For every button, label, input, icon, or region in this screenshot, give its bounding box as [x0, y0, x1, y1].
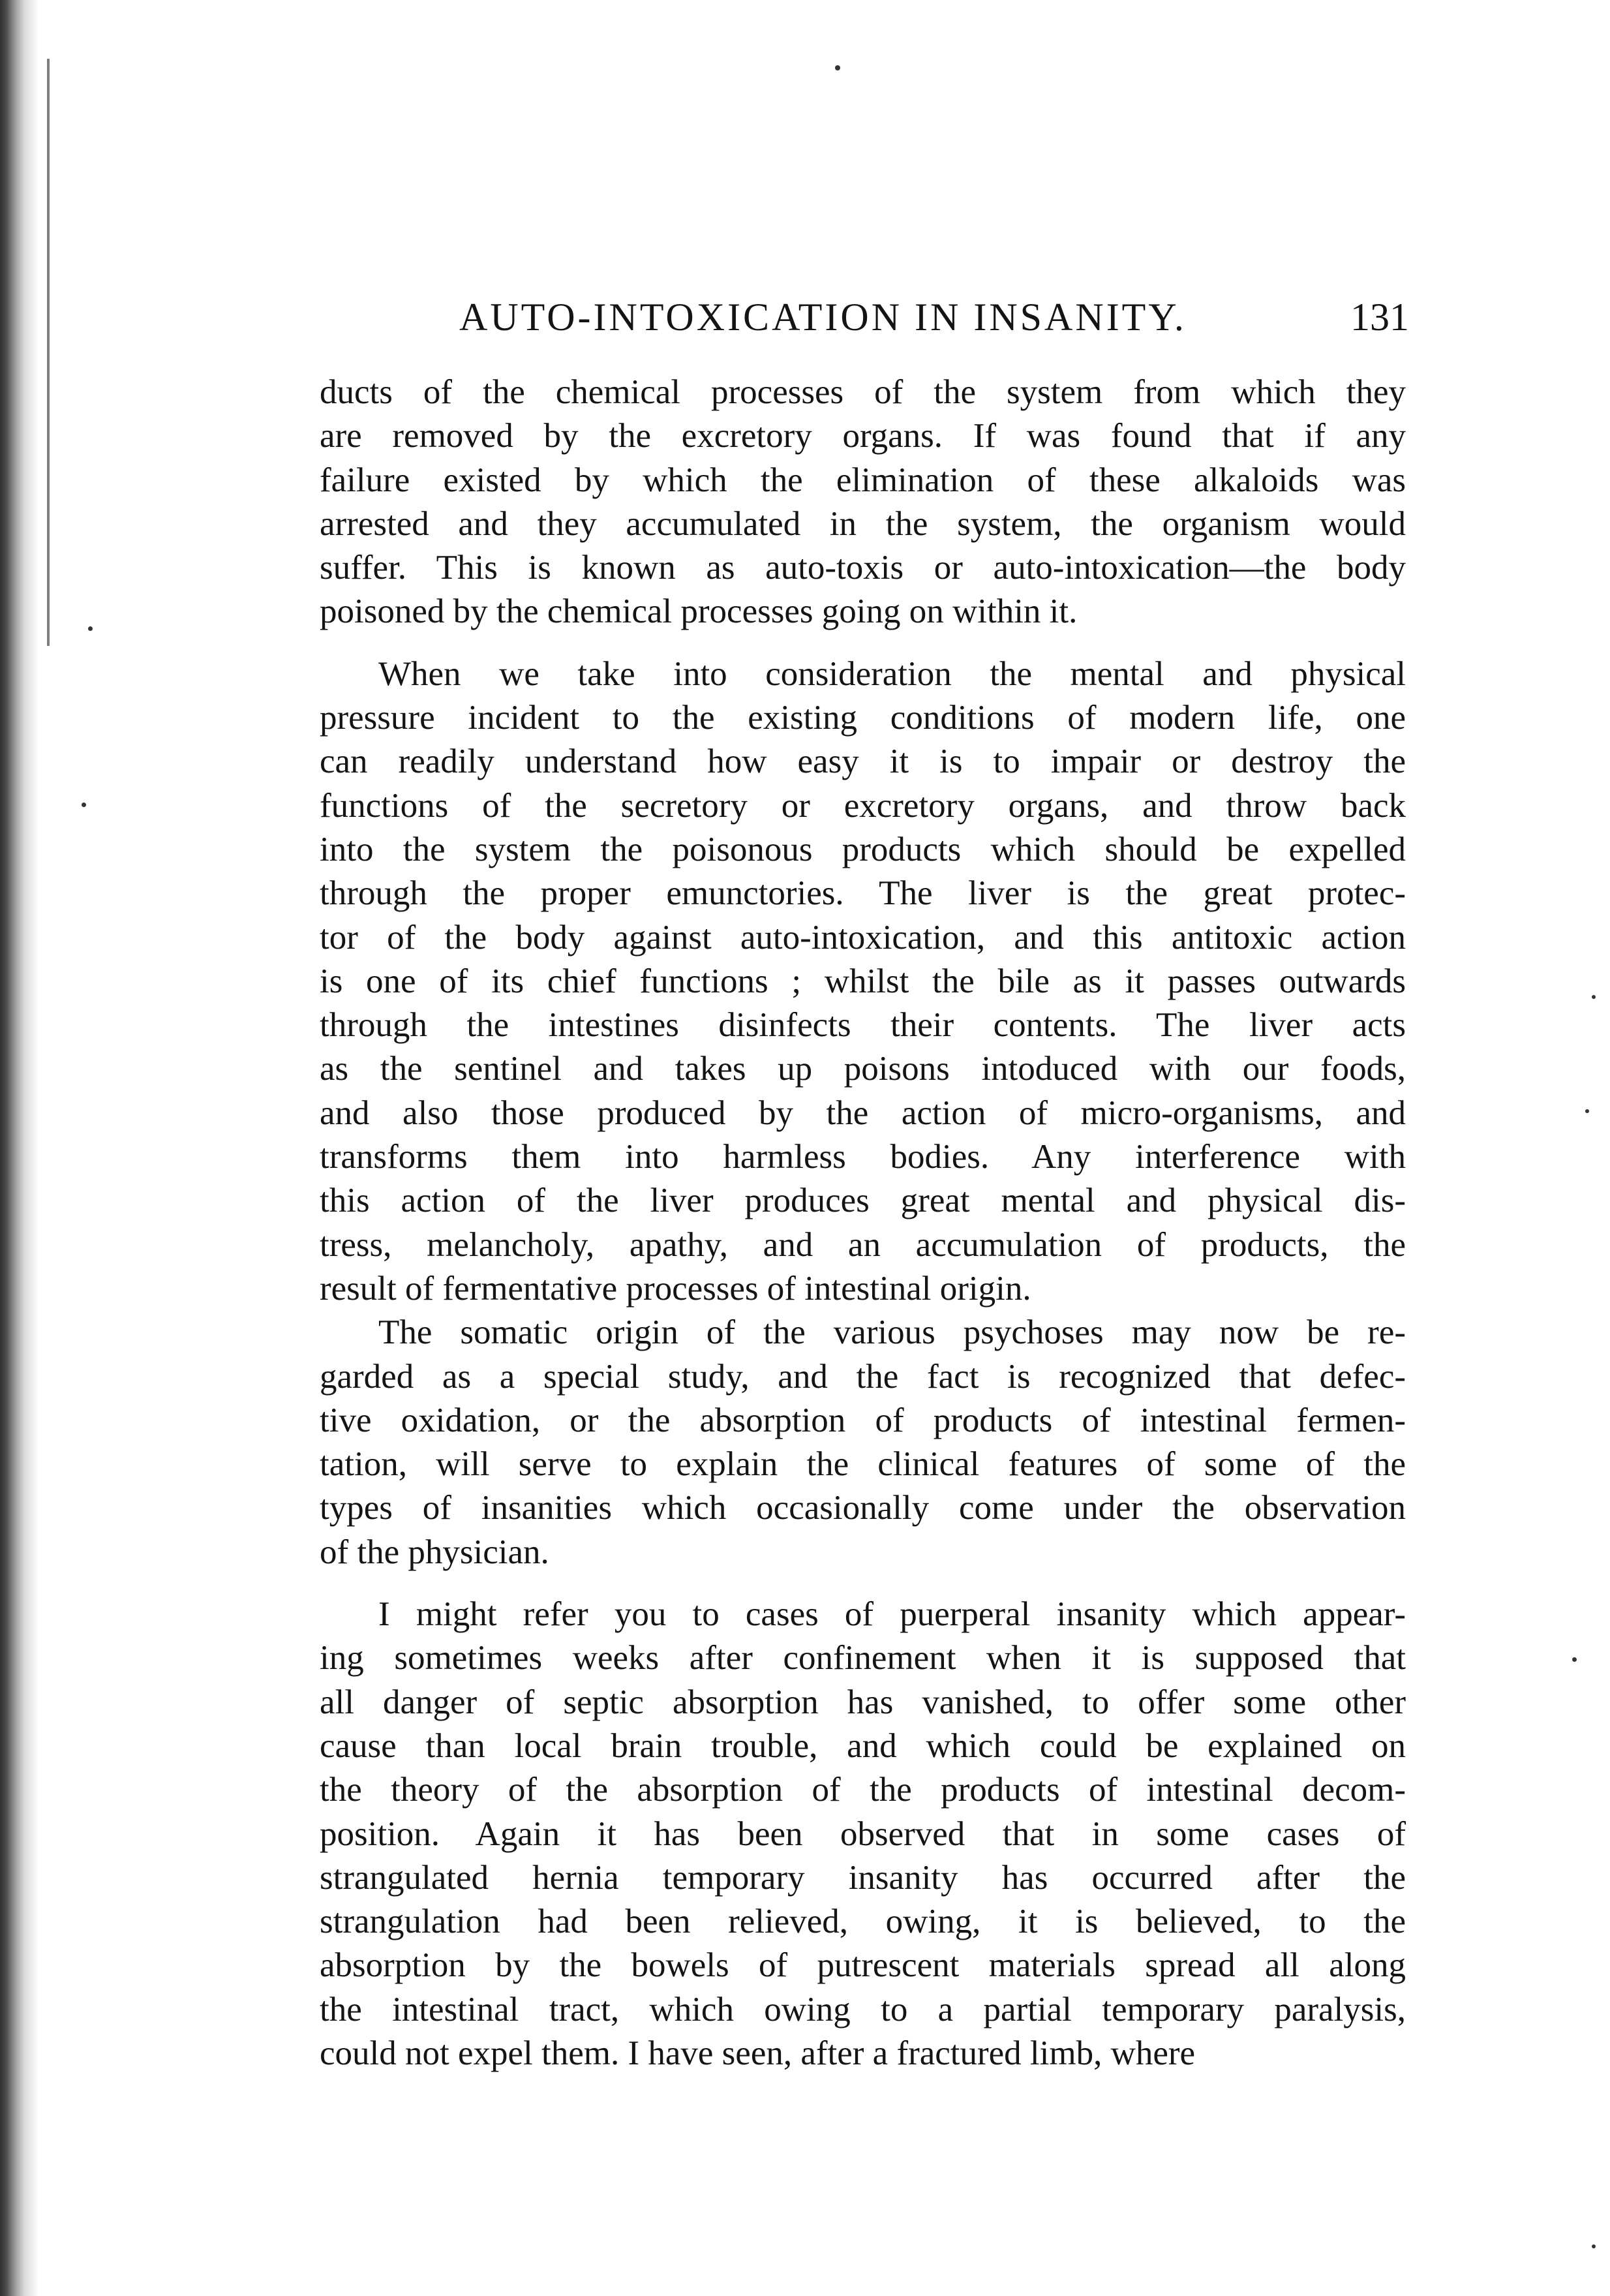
scan-speck — [88, 626, 93, 631]
text-line: could not expel them. I have seen, after a fractured limb, where — [320, 2034, 1196, 2072]
text-line: transforms them into harmless bodies. Any interference with — [320, 1138, 1406, 1176]
body-text — [320, 371, 1406, 2075]
text-line: are removed by the excretory organs. If was found that if any — [320, 417, 1406, 455]
text-line: position. Again it has been observed that in some cases of — [320, 1814, 1406, 1853]
text-line: ing sometimes weeks after confinement when it is supposed that — [320, 1639, 1406, 1677]
text-line: tor of the body against auto-intoxication, and this antitoxic action — [320, 918, 1406, 957]
text-line: I might refer you to cases of puerperal insanity which appear- — [378, 1595, 1406, 1634]
text-line: into the system the poisonous products which should be expelled — [320, 830, 1406, 868]
text-line: and also those produced by the action of micro-organisms, and — [320, 1094, 1406, 1132]
text-line: poisoned by the chemical processes going on within it. — [320, 592, 1078, 631]
text-line: types of insanities which occasionally come under the observation — [320, 1489, 1406, 1527]
paragraph-2 — [320, 652, 1406, 1311]
text-line: all danger of septic absorption has vanished, to offer some other — [320, 1683, 1406, 1721]
running-title: AUTO-INTOXICATION IN INSANITY. — [459, 296, 1187, 339]
text-line: failure existed by which the elimination of these alkaloids was — [320, 461, 1406, 499]
text-line: result of fermentative processes of intestinal origin. — [320, 1269, 1031, 1308]
scan-speck — [1592, 2244, 1596, 2248]
text-line: tation, will serve to explain the clinical features of some of the — [320, 1445, 1406, 1484]
text-line: arrested and they accumulated in the system, the organism would — [320, 504, 1406, 543]
text-line: of the physician. — [320, 1533, 549, 1571]
page-number: 131 — [1350, 296, 1409, 339]
text-line: is one of its chief functions ; whilst the bile as it passes outwards — [320, 962, 1406, 1000]
text-line: cause than local brain trouble, and which could be explained on — [320, 1726, 1406, 1765]
text-line: functions of the secretory or excretory organs, and throw back — [320, 786, 1406, 825]
paragraph-4 — [320, 1593, 1406, 2075]
scan-speck — [1592, 995, 1596, 999]
paragraph-1 — [320, 371, 1406, 634]
text-line: this action of the liver produces great mental and physical dis- — [320, 1182, 1406, 1220]
text-line: the theory of the absorption of the products of intestinal decom- — [320, 1771, 1406, 1809]
text-line: When we take into consideration the mental and physical — [378, 654, 1406, 693]
text-line: strangulated hernia temporary insanity has occurred after the — [320, 1858, 1406, 1897]
text-line: through the proper emunctories. The liver is the great protec- — [320, 874, 1406, 913]
text-line: pressure incident to the existing conditions of modern life, one — [320, 699, 1406, 737]
text-line: as the sentinel and takes up poisons intoduced with our foods, — [320, 1050, 1406, 1088]
text-line: garded as a special study, and the fact is recognized that defec- — [320, 1357, 1406, 1396]
scan-speck — [835, 65, 840, 70]
scan-speck — [1572, 1657, 1577, 1662]
text-line: strangulation had been relieved, owing, it is believed, to the — [320, 1903, 1406, 1941]
paragraph-3 — [320, 1311, 1406, 1574]
scan-speck — [1585, 1109, 1589, 1113]
text-line: suffer. This is known as auto-toxis or auto-intoxication—the body — [320, 549, 1406, 587]
text-line: ducts of the chemical processes of the system from which they — [320, 373, 1406, 411]
text-line: tress, melancholy, apathy, and an accumulation of products, the — [320, 1225, 1406, 1264]
running-header — [320, 291, 1409, 343]
text-line: through the intestines disinfects their contents. The liver acts — [320, 1006, 1406, 1045]
binding-edge-line — [47, 59, 50, 646]
text-line: can readily understand how easy it is to impair or destroy the — [320, 742, 1406, 781]
text-line: the intestinal tract, which owing to a partial temporary paralysis, — [320, 1990, 1406, 2028]
text-line: absorption by the bowels of putrescent materials spread all along — [320, 1946, 1406, 1985]
text-line: The somatic origin of the various psychoses may now be re- — [378, 1313, 1406, 1352]
text-line: tive oxidation, or the absorption of products of intestinal fermen- — [320, 1401, 1406, 1439]
binding-edge-shadow — [0, 0, 52, 2296]
scan-speck — [82, 803, 86, 807]
